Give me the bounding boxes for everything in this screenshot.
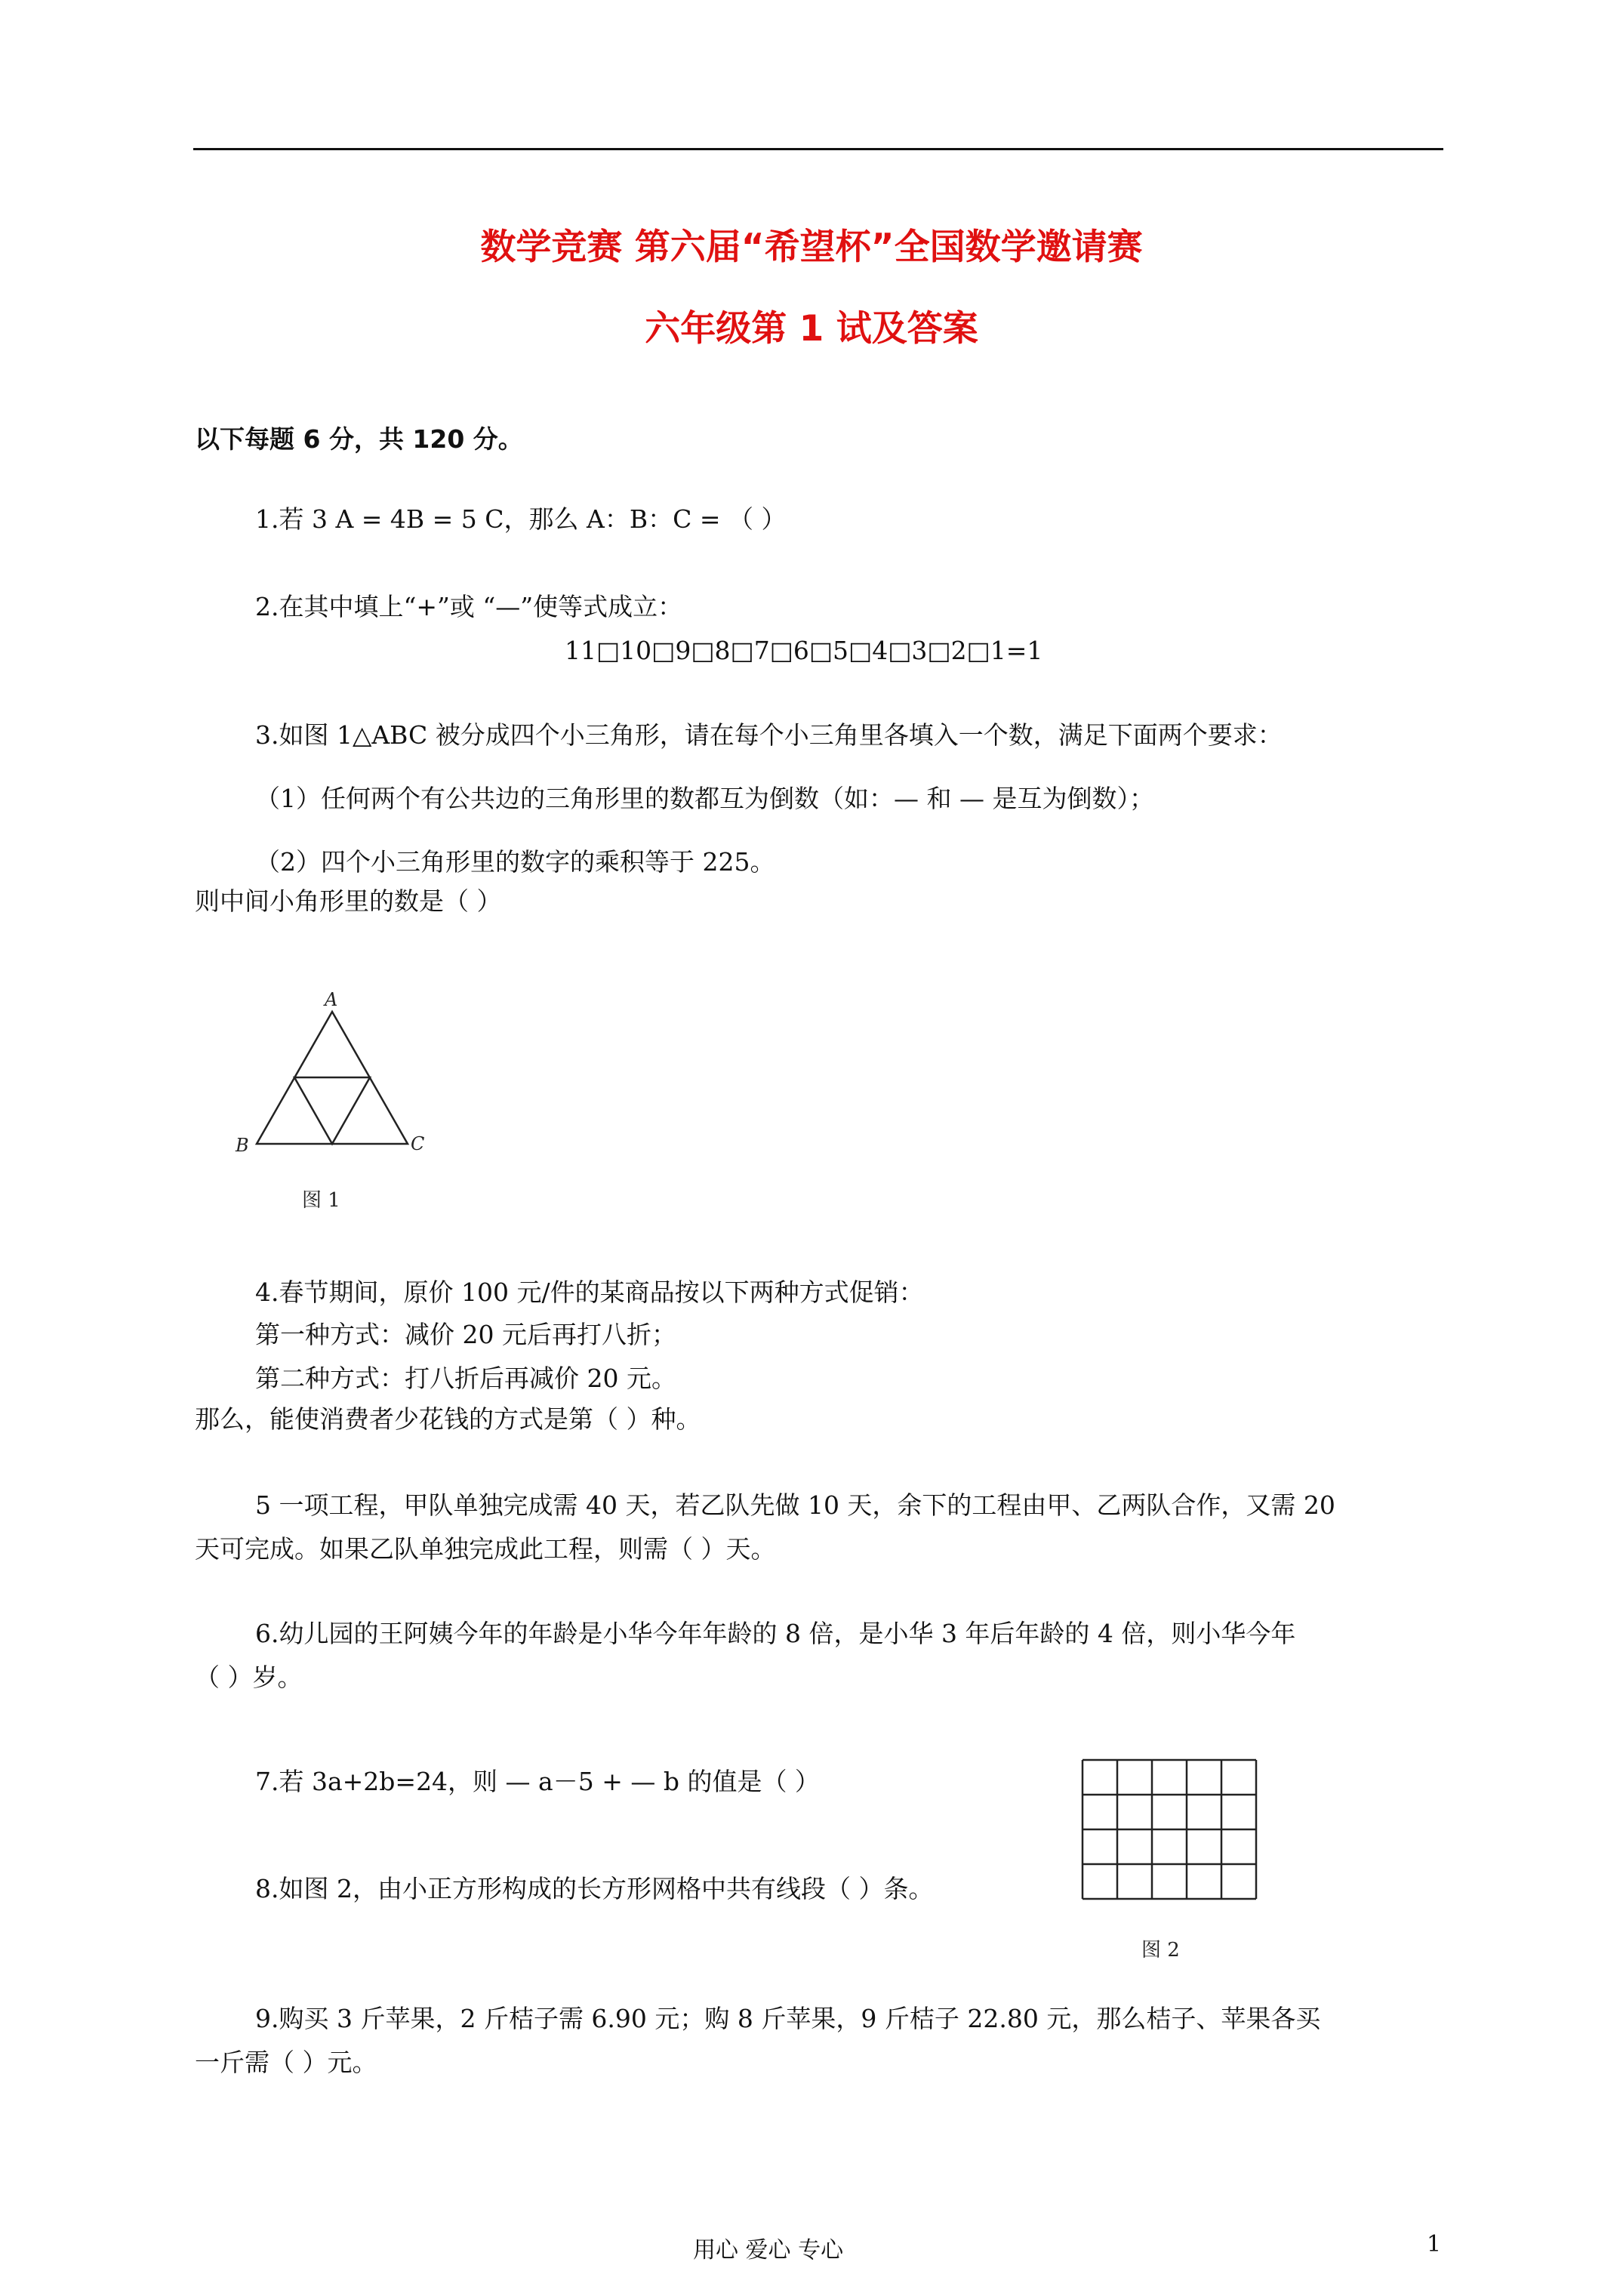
figure-1-caption: 图 1 (302, 1189, 340, 1212)
question-3: 3.如图 1△ABC 被分成四个小三角形，请在每个小三角里各填入一个数，满足下面两个要求： (255, 720, 1283, 750)
figure-1-label-c: C (411, 1133, 425, 1154)
footer-slogan: 用心 爱心 专心 (693, 2237, 844, 2264)
question-3-ask: 则中间小角形里的数是（ ） (195, 886, 502, 916)
page-subtitle: 六年级第 1 试及答案 (645, 308, 978, 350)
question-5-continued: 天可完成。如果乙队单独完成此工程，则需（ ）天。 (195, 1534, 776, 1564)
question-9-continued: 一斤需（ ）元。 (195, 2048, 377, 2077)
question-4-option-1: 第一种方式：减价 20 元后再打八折； (255, 1320, 676, 1349)
figure-2-caption: 图 2 (1141, 1939, 1180, 1962)
question-2-equation: 11□10□9□8□7□6□5□4□3□2□1=1 (565, 636, 1043, 665)
question-9: 9.购买 3 斤苹果，2 斤桔子需 6.90 元；购 8 斤苹果，9 斤桔子 22.80 元，那么桔子、苹果各买 (255, 2004, 1321, 2033)
question-4-ask: 那么，能使消费者少花钱的方式是第（ ）种。 (195, 1404, 701, 1434)
figure-1-triangle (226, 989, 445, 1216)
question-6: 6.幼儿园的王阿姨今年的年龄是小华今年年龄的 8 倍，是小华 3 年后年龄的 4 倍，则小华今年 (255, 1619, 1296, 1648)
question-8: 8.如图 2，由小正方形构成的长方形网格中共有线段（ ）条。 (255, 1874, 934, 1903)
figure-1-label-b: B (236, 1135, 249, 1156)
question-3-condition-2: （2）四个小三角形里的数字的乘积等于 225。 (255, 847, 775, 877)
figure-2-grid (1072, 1733, 1268, 1974)
figure-1-label-a: A (325, 989, 338, 1010)
question-4: 4.春节期间，原价 100 元/件的某商品按以下两种方式促销： (255, 1277, 924, 1307)
question-7: 7.若 3a+2b=24，则 — a－5 + — b 的值是（ ） (255, 1767, 820, 1796)
question-1: 1.若 3 A = 4B = 5 C，那么 A：B：C = （ ） (255, 504, 787, 534)
question-2: 2.在其中填上“+”或 “—”使等式成立： (255, 592, 683, 621)
question-6-continued: （ ）岁。 (195, 1663, 303, 1692)
question-3-condition-1: （1）任何两个有公共边的三角形里的数都互为倒数（如：— 和 — 是互为倒数）； (255, 784, 1154, 813)
question-4-option-2: 第二种方式：打八折后再减价 20 元。 (255, 1364, 676, 1393)
page-number: 1 (1427, 2231, 1442, 2257)
page-title: 数学竞赛 第六届“希望杯”全国数学邀请赛 (480, 227, 1143, 268)
intro-text: 以下每题 6 分，共 120 分。 (195, 424, 523, 454)
header-rule (193, 148, 1443, 150)
question-5: 5 一项工程，甲队单独完成需 40 天，若乙队先做 10 天，余下的工程由甲、乙两队合作，又需 20 (255, 1490, 1335, 1520)
